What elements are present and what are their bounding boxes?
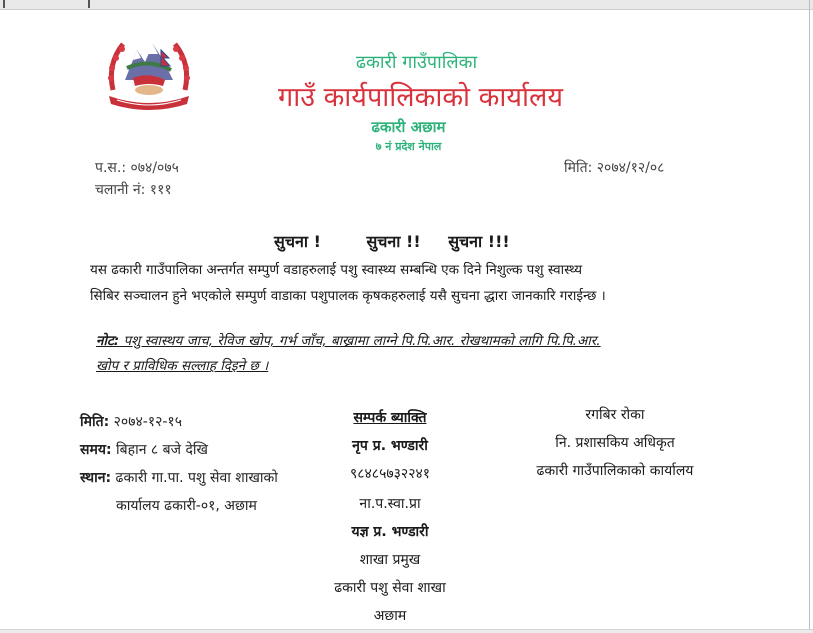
- notice-heading-1: सुचना !: [274, 232, 321, 251]
- event-place-value-2: कार्यालय ढकारी-०१, अछाम: [116, 498, 257, 514]
- event-time-value: बिहान ८ बजे देखि: [111, 442, 208, 458]
- notice-body-line-1: यस ढकारी गाउँपालिका अन्तर्गत सम्पुर्ण वडाहरुलाई पशु स्वास्थ्य सम्बन्धि एक दिने निशुल्क पशु स्वास्थ्य: [90, 262, 583, 278]
- letter-number: प.स.: ०७४/०७५: [95, 160, 179, 176]
- dispatch-number: चलानी नं: १११: [95, 182, 172, 198]
- event-date-label: मिति:: [80, 414, 110, 430]
- office-title: गाउँ कार्यपालिकाको कार्यालय: [278, 82, 563, 113]
- event-place-label: स्थान:: [80, 470, 112, 486]
- contact-person-2-address: अछाम: [373, 608, 407, 624]
- page-bottom-edge: [0, 629, 813, 633]
- contact-person-1-post: ना.प.स्वा.प्रा: [359, 496, 421, 512]
- note-text-1: पशु स्वास्थय जाच, रेविज खोप, गर्भ जाँच, बाख्रामा लाग्ने पि.पि.आर. रोखथामको लागि पि.पि.आर.: [119, 333, 601, 349]
- note-line-2: खोप र प्राविधिक सल्लाह दिइने छ ।: [96, 358, 269, 374]
- notice-heading: [274, 230, 510, 252]
- contact-heading: सम्पर्क ब्याक्ति: [353, 410, 427, 426]
- letter-date: मिति: २०७४/१२/०८: [564, 160, 665, 176]
- signatory-name: रगबिर रोका: [585, 407, 645, 423]
- event-place-row: [80, 468, 278, 487]
- rural-municipality-name: ढकारी गाउँपालिका: [355, 52, 478, 73]
- note-label: नोट:: [96, 333, 120, 349]
- signatory-designation: नि. प्रशासकिय अधिकृत: [555, 435, 675, 451]
- ruler-marker: [88, 0, 90, 8]
- province-label: ७ नं प्रदेश नेपाल: [375, 140, 442, 153]
- event-time-row: [80, 440, 208, 459]
- ruler-marker: [3, 0, 5, 8]
- notice-body-line-2: सिबिर सञ्चालन हुने भएकोले सम्पुर्ण वाडाका पशुपालक कृषकहरुलाई यसै सुचना द्धारा जानकारि गराईन्छ ।: [90, 288, 606, 304]
- event-date-value: २०७४-१२-१५: [109, 414, 182, 430]
- event-place-value: ढकारी गा.पा. पशु सेवा शाखाको: [111, 470, 278, 486]
- contact-person-1-name: नृप प्र. भण्डारी: [352, 438, 428, 454]
- office-address: ढकारी अछाम: [371, 118, 446, 136]
- contact-person-2-post: शाखा प्रमुख: [359, 552, 421, 568]
- notice-heading-2: सुचना !!: [366, 232, 421, 251]
- event-time-label: समय:: [80, 442, 112, 458]
- contact-person-1-phone: ९८४८५७३२२४१: [349, 466, 431, 482]
- event-date-row: [80, 412, 182, 431]
- note-line-1: [96, 331, 601, 349]
- signatory-office: ढकारी गाउँपालिकाको कार्यालय: [536, 463, 694, 479]
- notice-heading-3: सुचना !!!: [448, 232, 510, 251]
- contact-person-2-name: यज्ञ प्र. भण्डारी: [351, 524, 429, 540]
- contact-person-2-office: ढकारी पशु सेवा शाखा: [334, 580, 446, 596]
- ruler-bar: [0, 0, 813, 10]
